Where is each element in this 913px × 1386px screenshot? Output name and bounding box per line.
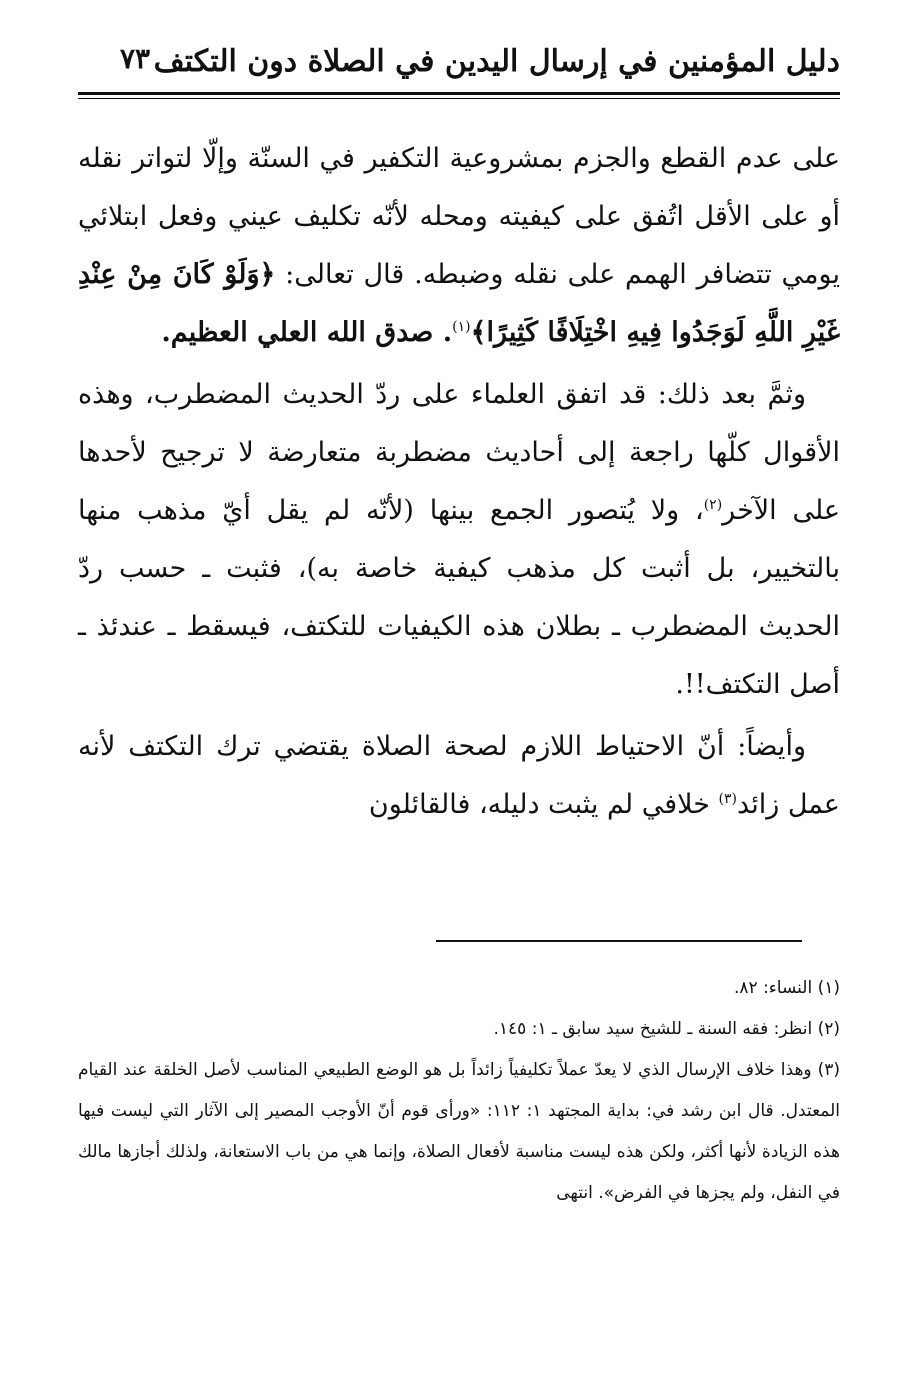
- paragraph-3: [78, 718, 840, 834]
- header-rule-thin: [78, 98, 840, 99]
- paragraph-3-text: وأيضاً: أنّ الاحتياط اللازم لصحة الصلاة يقتضي ترك التكتف لأنه عمل زائد: [78, 731, 840, 820]
- page-header: [78, 30, 840, 96]
- footnote-ref-1[interactable]: (١): [452, 319, 471, 335]
- footnote-ref-3[interactable]: (٣): [718, 791, 738, 807]
- paragraph-1-closing: . صدق الله العلي العظيم.: [161, 317, 453, 348]
- page-number: ٧٣: [120, 42, 151, 75]
- running-title: دليل المؤمنين في إرسال اليدين في الصلاة دون التكتف: [153, 44, 840, 79]
- paragraph-2-end: ، ولا يُتصور الجمع بينها (لأنّه لم يقل أيّ مذهب منها بالتخيير، بل أثبت كل مذهب كيفية خاصة به)، فثبت ـ حسب ردّ الحديث المضطرب ـ بطلان هذه الكيفيات للتكتف، فيسقط ـ عندئذ ـ أصل التكتف!!.: [78, 495, 840, 700]
- header-rule-thick: [78, 92, 840, 95]
- main-text: [78, 130, 840, 838]
- footnote-ref-2[interactable]: (٢): [703, 497, 723, 513]
- paragraph-3-end: خلافي لم يثبت دليله، فالقائلون: [368, 789, 719, 820]
- paragraph-1-text: على عدم القطع والجزم بمشروعية التكفير في السنّة وإلّا لتواتر نقله أو على الأقل اتُفق على كيفيته ومحله لأنّه تكليف عيني وفعل ابتلائي يومي تتضافر الهمم على نقله وضبطه. قال تعالى:: [78, 143, 840, 290]
- footnote-1: (١) النساء: ٨٢.: [734, 978, 840, 998]
- footnote-separator: [436, 940, 802, 942]
- quran-verse: ﴿وَلَوْ كَانَ مِنْ عِنْدِ غَيْرِ اللَّهِ لَوَجَدُوا فِيهِ اخْتِلَافًا كَثِيرًا﴾: [78, 259, 840, 348]
- paragraph-1: [78, 130, 840, 362]
- paragraph-2: [78, 366, 840, 714]
- paragraph-2-text: وثمَّ بعد ذلك: قد اتفق العلماء على ردّ الحديث المضطرب، وهذه الأقوال كلّها راجعة إلى أحاديث مضطربة متعارضة لا ترجيح لأحدها على الآخر: [78, 379, 840, 526]
- footnotes: [78, 968, 840, 1214]
- footnote-2: (٢) انظر: فقه السنة ـ للشيخ سيد سابق ـ ١: ١٤٥.: [493, 1019, 840, 1039]
- footnote-3: (٣) وهذا خلاف الإرسال الذي لا يعدّ عملاً تكليفياً زائداً بل هو الوضع الطبيعي المناسب لأصل الخلقة عند القيام المعتدل. قال ابن رشد في: بداية المجتهد ١: ١١٢: «ورأى قوم أنّ الأوجب المصير إلى الآثار التي ليست فيها هذه الزيادة لأنها أكثر، ولكن هذه ليست مناسبة لأفعال الصلاة، وإنما هي من باب الاستعانة، ولذلك أجازها مالك في النفل، ولم يجزها في الفرض». انتهى: [78, 1060, 840, 1203]
